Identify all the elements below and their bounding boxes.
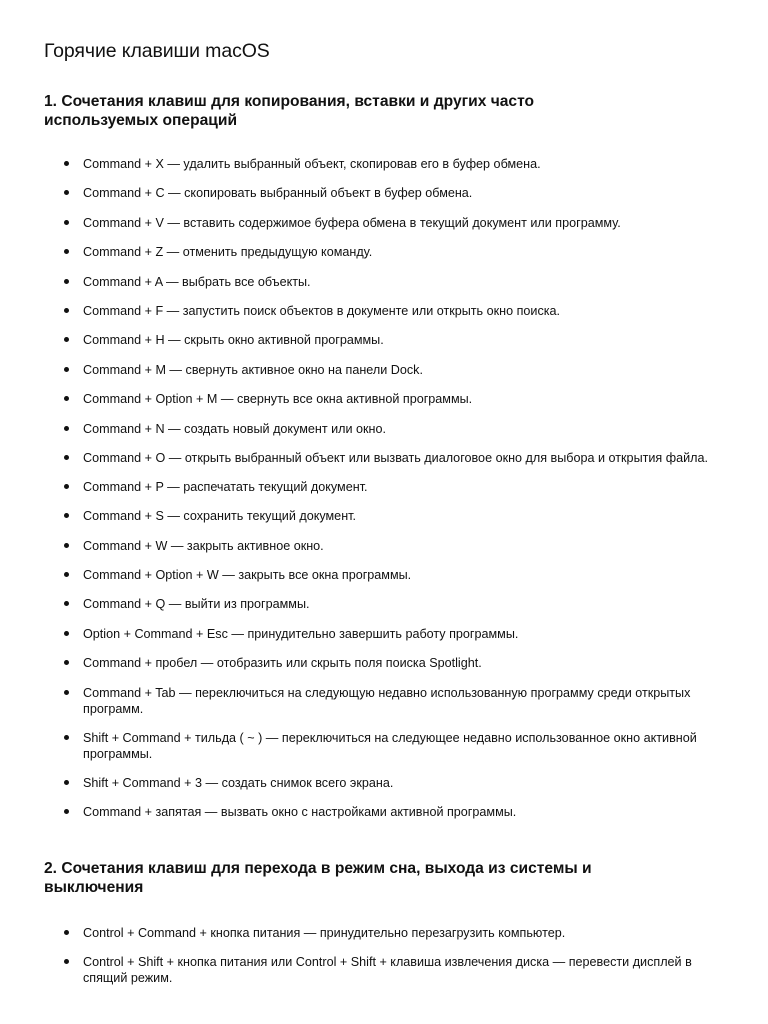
- list-item-text: Command + Option + W — закрыть все окна программы.: [83, 568, 412, 583]
- bullet-icon: [64, 367, 69, 372]
- bullet-icon: [64, 426, 69, 431]
- bullet-icon: [64, 930, 69, 935]
- list-item: [44, 954, 734, 986]
- list-item: [44, 362, 734, 378]
- list-item-text: Command + O — открыть выбранный объект или вызвать диалоговое окно для выбора и открытия файла.: [83, 450, 708, 465]
- bullet-icon: [64, 396, 69, 401]
- list-item: [44, 215, 734, 231]
- bullet-icon: [64, 572, 69, 577]
- bullet-icon: [64, 959, 69, 964]
- list-item: [44, 185, 734, 201]
- list-item-text: Command + P — распечатать текущий документ.: [83, 479, 368, 494]
- bullet-icon: [64, 220, 69, 225]
- list-item-text: Command + C — скопировать выбранный объект в буфер обмена.: [83, 186, 473, 201]
- list-item: [44, 450, 734, 466]
- list-item: [44, 567, 734, 583]
- list-item: [44, 538, 734, 554]
- bullet-icon: [64, 455, 69, 460]
- shortcut-list-2: [44, 925, 734, 999]
- list-item: [44, 274, 734, 290]
- bullet-icon: [64, 780, 69, 785]
- list-item-text: Shift + Command + 3 — создать снимок всего экрана.: [83, 775, 394, 790]
- list-item: [44, 925, 734, 941]
- bullet-icon: [64, 809, 69, 814]
- section-heading-2: 2. Сочетания клавиш для перехода в режим сна, выхода из системы и выключения: [44, 860, 592, 896]
- list-item-text: Command + W — закрыть активное окно.: [83, 538, 324, 553]
- list-item-text: Command + H — скрыть окно активной программы.: [83, 333, 384, 348]
- list-item: [44, 508, 734, 524]
- list-item: [44, 626, 734, 642]
- list-item: [44, 332, 734, 348]
- list-item: [44, 730, 734, 762]
- list-item: [44, 391, 734, 407]
- list-item: [44, 775, 734, 791]
- list-item-text: Shift + Command + тильда ( ~ ) — переключиться на следующее недавно использованное окно активной программы.: [83, 730, 697, 761]
- list-item-text: Command + V — вставить содержимое буфера обмена в текущий документ или программу.: [83, 215, 621, 230]
- bullet-icon: [64, 513, 69, 518]
- bullet-icon: [64, 249, 69, 254]
- bullet-icon: [64, 279, 69, 284]
- list-item-text: Command + Q — выйти из программы.: [83, 597, 310, 612]
- list-item-text: Control + Shift + кнопка питания или Control + Shift + клавиша извлечения диска — перевести дисплей в спящий режим.: [83, 955, 692, 985]
- bullet-icon: [64, 631, 69, 636]
- list-item: [44, 244, 734, 260]
- bullet-icon: [64, 543, 69, 548]
- document-title: Горячие клавиши macOS: [44, 40, 270, 62]
- list-item: [44, 156, 734, 172]
- list-item-text: Command + M — свернуть активное окно на панели Dock.: [83, 362, 423, 377]
- list-item: [44, 421, 734, 437]
- bullet-icon: [64, 690, 69, 695]
- list-item-text: Command + запятая — вызвать окно с настройками активной программы.: [83, 805, 517, 820]
- list-item-text: Command + Option + M — свернуть все окна активной программы.: [83, 392, 473, 407]
- list-item-text: Command + A — выбрать все объекты.: [83, 274, 311, 289]
- bullet-icon: [64, 190, 69, 195]
- list-item: [44, 596, 734, 612]
- list-item-text: Command + F — запустить поиск объектов в документе или открыть окно поиска.: [83, 303, 561, 318]
- list-item: [44, 303, 734, 319]
- list-item: [44, 655, 734, 671]
- list-item-text: Control + Command + кнопка питания — принудительно перезагрузить компьютер.: [83, 926, 566, 940]
- list-item-text: Command + Z — отменить предыдущую команду.: [83, 245, 373, 260]
- bullet-icon: [64, 660, 69, 665]
- section-heading-1: 1. Сочетания клавиш для копирования, вставки и других часто используемых операций: [44, 93, 535, 129]
- bullet-icon: [64, 161, 69, 166]
- list-item: [44, 685, 734, 717]
- list-item: [44, 804, 734, 820]
- bullet-icon: [64, 308, 69, 313]
- shortcut-list-1: [44, 156, 734, 833]
- list-item-text: Command + X — удалить выбранный объект, скопировав его в буфер обмена.: [83, 157, 541, 171]
- list-item-text: Command + пробел — отобразить или скрыть поля поиска Spotlight.: [83, 656, 482, 671]
- list-item: [44, 479, 734, 495]
- bullet-icon: [64, 337, 69, 342]
- list-item-text: Option + Command + Esc — принудительно завершить работу программы.: [83, 626, 519, 641]
- bullet-icon: [64, 601, 69, 606]
- bullet-icon: [64, 735, 69, 740]
- list-item-text: Command + S — сохранить текущий документ.: [83, 509, 357, 524]
- bullet-icon: [64, 484, 69, 489]
- list-item-text: Command + N — создать новый документ или окно.: [83, 421, 386, 436]
- list-item-text: Command + Tab — переключиться на следующую недавно использованную программу среди открытых программ.: [83, 685, 691, 716]
